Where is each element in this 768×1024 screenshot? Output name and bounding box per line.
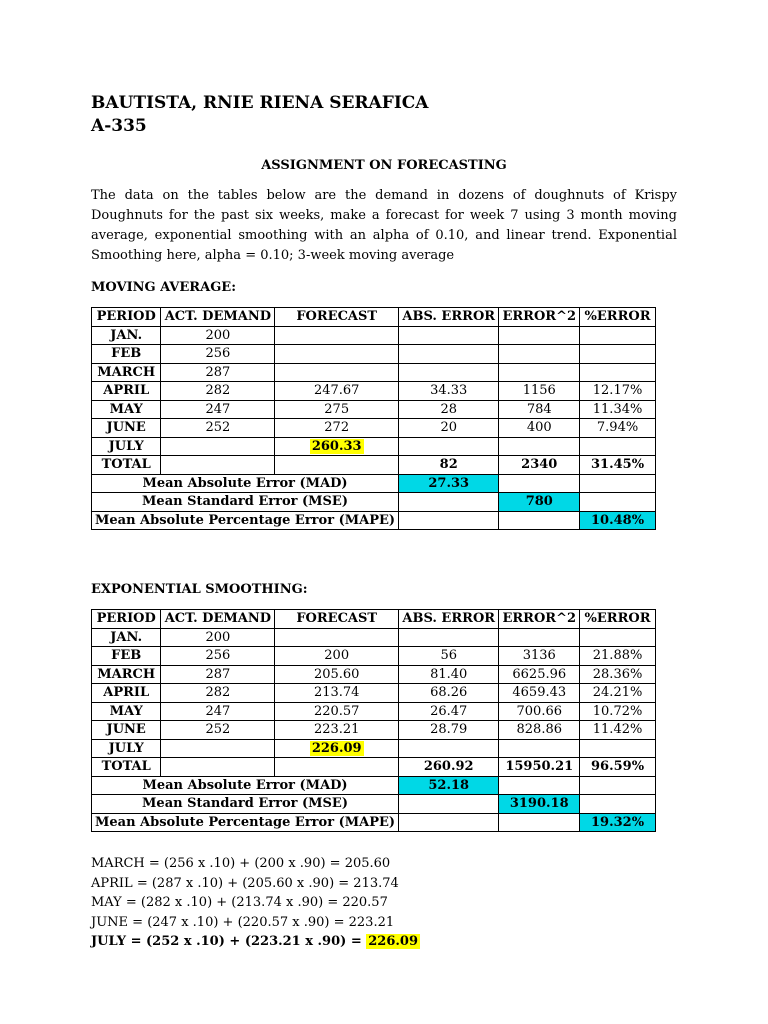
abs-error-cell: 34.33	[399, 382, 499, 401]
final-formula-text: JULY = (252 x .10) + (223.21 x .90) =	[91, 934, 367, 949]
forecast-cell: 213.74	[275, 684, 399, 703]
demand-cell: 200	[161, 628, 275, 647]
table-row	[92, 684, 656, 703]
table-row	[92, 400, 656, 419]
mad-row	[92, 776, 656, 795]
period-cell: MARCH	[92, 665, 161, 684]
period-cell: JAN.	[92, 326, 161, 345]
table-row	[92, 419, 656, 438]
abs-error-cell	[399, 345, 499, 364]
pct-error-cell: 21.88%	[580, 647, 656, 666]
abs-error-cell: 81.40	[399, 665, 499, 684]
period-cell: JUNE	[92, 419, 161, 438]
table-row	[92, 628, 656, 647]
error-squared-cell: 700.66	[499, 702, 580, 721]
abs-error-cell	[399, 628, 499, 647]
mad-value: 52.18	[399, 776, 499, 795]
exponential-smoothing-heading: EXPONENTIAL SMOOTHING:	[91, 582, 308, 597]
column-header: ACT. DEMAND	[161, 610, 275, 629]
pct-error-cell: 24.21%	[580, 684, 656, 703]
total-pct-error: 31.45%	[580, 456, 656, 475]
formula-line: MAY = (282 x .10) + (213.74 x .90) = 220.57	[91, 895, 388, 910]
demand-cell: 256	[161, 647, 275, 666]
forecast-cell: 205.60	[275, 665, 399, 684]
forecast-result: 260.33	[311, 438, 362, 454]
forecast-cell: 223.21	[275, 721, 399, 740]
demand-cell: 200	[161, 326, 275, 345]
period-cell: JAN.	[92, 628, 161, 647]
demand-cell: 256	[161, 345, 275, 364]
demand-cell: 287	[161, 363, 275, 382]
total-row	[92, 758, 656, 777]
column-header: FORECAST	[275, 610, 399, 629]
error-squared-cell: 4659.43	[499, 684, 580, 703]
exponential-smoothing-table	[91, 609, 656, 832]
period-cell: MARCH	[92, 363, 161, 382]
error-squared-cell: 400	[499, 419, 580, 438]
demand-cell: 282	[161, 684, 275, 703]
abs-error-cell	[399, 326, 499, 345]
total-error-squared: 15950.21	[499, 758, 580, 777]
column-header: %ERROR	[580, 308, 656, 327]
forecast-cell: 200	[275, 647, 399, 666]
forecast-cell: 220.57	[275, 702, 399, 721]
demand-cell: 247	[161, 400, 275, 419]
pct-error-cell	[580, 628, 656, 647]
abs-error-cell: 28.79	[399, 721, 499, 740]
mad-label: Mean Absolute Error (MAD)	[92, 474, 399, 493]
mse-row	[92, 795, 656, 814]
pct-error-cell	[580, 326, 656, 345]
forecast-cell: 275	[275, 400, 399, 419]
intro-paragraph: The data on the tables below are the demand in dozens of doughnuts of Krispy Doughnuts for the past six weeks, make a forecast for week 7 using 3 month moving average, exponential smoothing with an alpha of 0.10, and linear trend. Exponential Smoothing here, alpha = 0.10; 3-week moving average	[91, 188, 677, 263]
pct-error-cell	[580, 345, 656, 364]
mape-row	[92, 813, 656, 832]
mape-row	[92, 511, 656, 530]
assignment-title: ASSIGNMENT ON FORECASTING	[261, 158, 507, 173]
column-header: ERROR^2	[499, 308, 580, 327]
forecast-row	[92, 739, 656, 758]
table-row	[92, 721, 656, 740]
table-header-row	[92, 308, 656, 327]
forecast-row	[92, 437, 656, 456]
total-abs-error: 82	[399, 456, 499, 475]
column-header: PERIOD	[92, 308, 161, 327]
abs-error-cell: 20	[399, 419, 499, 438]
column-header: ABS. ERROR	[399, 308, 499, 327]
mad-row	[92, 474, 656, 493]
forecast-cell	[275, 628, 399, 647]
error-squared-cell: 1156	[499, 382, 580, 401]
demand-cell: 247	[161, 702, 275, 721]
total-pct-error: 96.59%	[580, 758, 656, 777]
total-error-squared: 2340	[499, 456, 580, 475]
error-squared-cell: 6625.96	[499, 665, 580, 684]
pct-error-cell: 10.72%	[580, 702, 656, 721]
column-header: ERROR^2	[499, 610, 580, 629]
column-header: ACT. DEMAND	[161, 308, 275, 327]
table-row	[92, 363, 656, 382]
student-code: A-335	[91, 116, 147, 136]
mse-value: 780	[499, 493, 580, 512]
table-row	[92, 702, 656, 721]
pct-error-cell: 11.42%	[580, 721, 656, 740]
student-name: BAUTISTA, RNIE RIENA SERAFICA	[91, 93, 429, 113]
error-squared-cell	[499, 628, 580, 647]
forecast-cell: 247.67	[275, 382, 399, 401]
smoothing-formulas	[91, 854, 677, 952]
formula-line: MARCH = (256 x .10) + (200 x .90) = 205.60	[91, 856, 391, 871]
abs-error-cell: 56	[399, 647, 499, 666]
demand-cell: 252	[161, 419, 275, 438]
total-label: TOTAL	[92, 456, 161, 475]
error-squared-cell: 828.86	[499, 721, 580, 740]
final-formula-result: 226.09	[368, 934, 419, 949]
pct-error-cell: 11.34%	[580, 400, 656, 419]
error-squared-cell	[499, 345, 580, 364]
total-row	[92, 456, 656, 475]
moving-average-heading: MOVING AVERAGE:	[91, 280, 236, 295]
mape-value: 19.32%	[580, 813, 656, 832]
mse-row	[92, 493, 656, 512]
demand-cell: 282	[161, 382, 275, 401]
mape-value: 10.48%	[580, 511, 656, 530]
error-squared-cell	[499, 326, 580, 345]
formula-line: JUNE = (247 x .10) + (220.57 x .90) = 223.21	[91, 914, 395, 930]
mad-value: 27.33	[399, 474, 499, 493]
column-header: FORECAST	[275, 308, 399, 327]
pct-error-cell: 7.94%	[580, 419, 656, 438]
column-header: ABS. ERROR	[399, 610, 499, 629]
period-cell: MAY	[92, 702, 161, 721]
period-cell: FEB	[92, 345, 161, 364]
period-cell: JUNE	[92, 721, 161, 740]
total-label: TOTAL	[92, 758, 161, 777]
period-cell: MAY	[92, 400, 161, 419]
table-row	[92, 345, 656, 364]
table-row	[92, 326, 656, 345]
demand-cell: 252	[161, 721, 275, 740]
mse-value: 3190.18	[499, 795, 580, 814]
period-cell: JULY	[92, 437, 161, 456]
error-squared-cell	[499, 363, 580, 382]
forecast-result: 226.09	[311, 740, 362, 756]
table-row	[92, 647, 656, 666]
forecast-cell	[275, 363, 399, 382]
demand-cell: 287	[161, 665, 275, 684]
forecast-cell	[275, 326, 399, 345]
mape-label: Mean Absolute Percentage Error (MAPE)	[92, 511, 399, 530]
abs-error-cell: 28	[399, 400, 499, 419]
error-squared-cell: 784	[499, 400, 580, 419]
abs-error-cell	[399, 363, 499, 382]
column-header: %ERROR	[580, 610, 656, 629]
pct-error-cell	[580, 363, 656, 382]
mse-label: Mean Standard Error (MSE)	[92, 795, 399, 814]
period-cell: APRIL	[92, 684, 161, 703]
pct-error-cell: 28.36%	[580, 665, 656, 684]
mape-label: Mean Absolute Percentage Error (MAPE)	[92, 813, 399, 832]
table-header-row	[92, 610, 656, 629]
period-cell: APRIL	[92, 382, 161, 401]
total-abs-error: 260.92	[399, 758, 499, 777]
column-header: PERIOD	[92, 610, 161, 629]
forecast-cell	[275, 345, 399, 364]
moving-average-table	[91, 307, 656, 530]
formula-line: APRIL = (287 x .10) + (205.60 x .90) = 213.74	[91, 875, 399, 891]
abs-error-cell: 68.26	[399, 684, 499, 703]
final-formula-line	[91, 932, 677, 952]
abs-error-cell: 26.47	[399, 702, 499, 721]
table-row	[92, 665, 656, 684]
error-squared-cell: 3136	[499, 647, 580, 666]
forecast-cell: 272	[275, 419, 399, 438]
document-page	[91, 92, 677, 952]
table-row	[92, 382, 656, 401]
pct-error-cell: 12.17%	[580, 382, 656, 401]
period-cell: JULY	[92, 739, 161, 758]
mad-label: Mean Absolute Error (MAD)	[92, 776, 399, 795]
period-cell: FEB	[92, 647, 161, 666]
mse-label: Mean Standard Error (MSE)	[92, 493, 399, 512]
